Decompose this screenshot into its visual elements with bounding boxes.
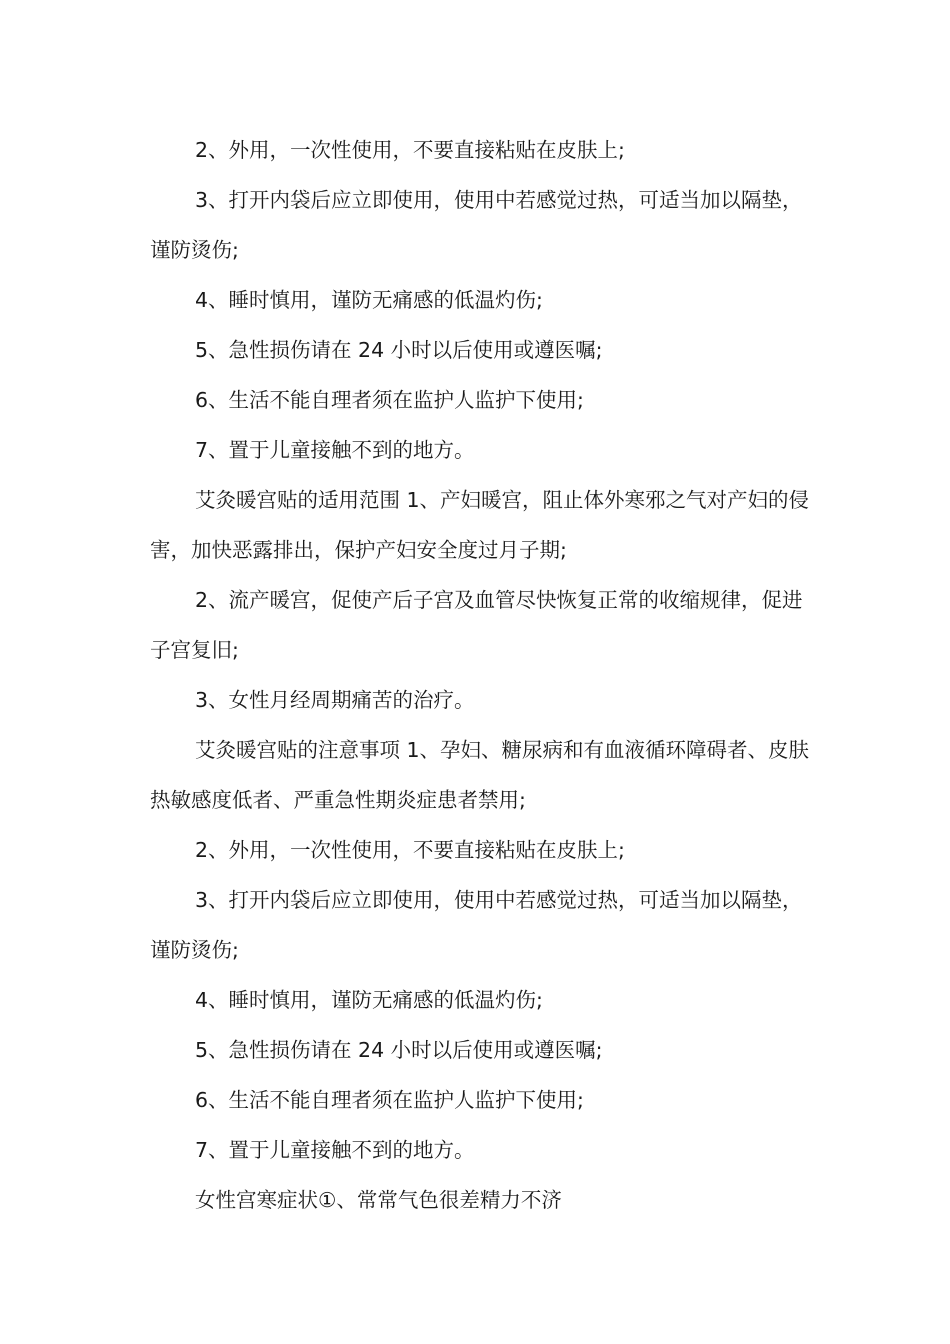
paragraph: 6、生活不能自理者须在监护人监护下使用; xyxy=(195,1088,584,1112)
paragraph: 2、流产暖宫，促使产后子宫及血管尽快恢复正常的收缩规律，促进子宫复旧; xyxy=(150,588,803,662)
paragraph: 3、打开内袋后应立即使用，使用中若感觉过热，可适当加以隔垫，谨防烫伤; xyxy=(150,888,803,962)
paragraph: 艾灸暖宫贴的适用范围 1、产妇暖宫，阻止体外寒邪之气对产妇的侵害，加快恶露排出，保护产妇安全度过月子期; xyxy=(150,488,810,562)
paragraph: 6、生活不能自理者须在监护人监护下使用; xyxy=(195,388,584,412)
paragraph: 3、女性月经周期痛苦的治疗。 xyxy=(195,688,475,712)
paragraph: 7、置于儿童接触不到的地方。 xyxy=(195,438,475,462)
paragraph: 艾灸暖宫贴的注意事项 1、孕妇、糖尿病和有血液循环障碍者、皮肤热敏感度低者、严重急性期炎症患者禁用; xyxy=(150,738,810,812)
paragraph: 7、置于儿童接触不到的地方。 xyxy=(195,1138,475,1162)
paragraph: 2、外用，一次性使用，不要直接粘贴在皮肤上; xyxy=(195,138,625,162)
paragraph: 4、睡时慎用，谨防无痛感的低温灼伤; xyxy=(195,288,543,312)
paragraph: 女性宫寒症状①、常常气色很差精力不济 xyxy=(195,1188,562,1212)
paragraph: 3、打开内袋后应立即使用，使用中若感觉过热，可适当加以隔垫，谨防烫伤; xyxy=(150,188,803,262)
paragraph: 2、外用，一次性使用，不要直接粘贴在皮肤上; xyxy=(195,838,625,862)
paragraph: 5、急性损伤请在 24 小时以后使用或遵医嘱; xyxy=(195,1038,603,1062)
document-body xyxy=(150,125,810,1225)
paragraph: 5、急性损伤请在 24 小时以后使用或遵医嘱; xyxy=(195,338,603,362)
paragraph: 4、睡时慎用，谨防无痛感的低温灼伤; xyxy=(195,988,543,1012)
